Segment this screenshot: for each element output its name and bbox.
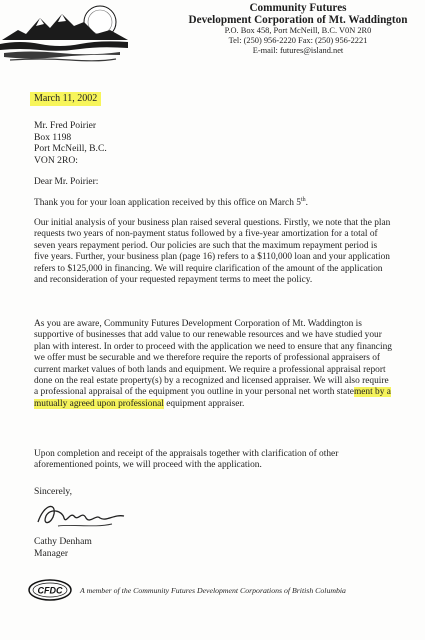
organization-name-line1: Community Futures [249,2,347,14]
footer [28,579,408,603]
organization-name-line2: Development Corporation of Mt. Waddington [188,14,408,26]
closing-block [34,486,184,559]
organization-email: E-mail: futures@island.net [252,46,344,55]
footer-text: A member of the Community Futures Development Corporations of British Columbia [80,586,346,595]
paragraph-4: Upon completion and receipt of the appraisals together with clarification of other aforementioned points, we will proceed with the application. [34,449,339,471]
recipient-city: Port McNeill, B.C. [34,143,107,154]
paragraph-1 [34,198,394,209]
mountain-sun-logo [0,0,130,66]
paragraph-3-highlighted: ment by a mutually agreed upon professional [34,387,391,409]
organization-address: P.O. Box 458, Port McNeill, B.C. V0N 2R0 [224,26,372,35]
paragraph-3-tail: equipment appraiser. [163,398,245,409]
organization-phones: Tel: (250) 956-2220 Fax: (250) 956-2221 [228,36,368,45]
paragraph-3-text: As you are aware, Community Futures Development Corporation of Mt. Waddington is supportive of businesses that add value to our renewable resources and we have studied your plan with interest. In order to proceed with the application we need to ensure that any financing we offer must be securable and we therefore require the reports of professional appraisers of current market values of both lands and equipment. We require a professional appraisal report done on the real estate property(s) by a recognized and licensed appraiser. We will also require a professional appraisal of the equipment you outline in your personal net worth state [34,319,392,398]
recipient-name: Mr. Fred Poirier [34,120,97,131]
cfdc-logo-icon [28,579,74,601]
salutation: Dear Mr. Poirier: [34,177,99,187]
letterhead [178,2,418,56]
signer-title: Manager [34,547,69,559]
handwritten-signature [34,496,154,532]
signer-name: Cathy Denham [34,536,92,547]
recipient-postal: VON 2RO: [34,154,78,166]
paragraph-1-text: Thank you for your loan application received by this office on March 5 [34,198,301,208]
closing: Sincerely, [34,486,73,497]
recipient-address [34,120,234,166]
cfdc-logo-text: CFDC [37,585,63,596]
paragraph-3 [34,319,394,410]
letter-date: March 11, 2002 [30,92,101,106]
paragraph-2: Our initial analysis of your business plan raised several questions. Firstly, we note that the plan requests two years of non-payment status followed by a five-year amortization for a total of seven years repayment period. Our policies are such that the maximum repayment period is five years. Further, your business plan (page 16) refers to a $110,000 loan and your application refers to $125,000 in financing. We will require clarification of the amount of the application and reconsideration of your requested repayment terms to meet the policy. [34,218,391,286]
paragraph-1-superscript: th [300,196,306,203]
paragraph-1-end: . [305,198,308,208]
recipient-box: Box 1198 [34,131,72,143]
